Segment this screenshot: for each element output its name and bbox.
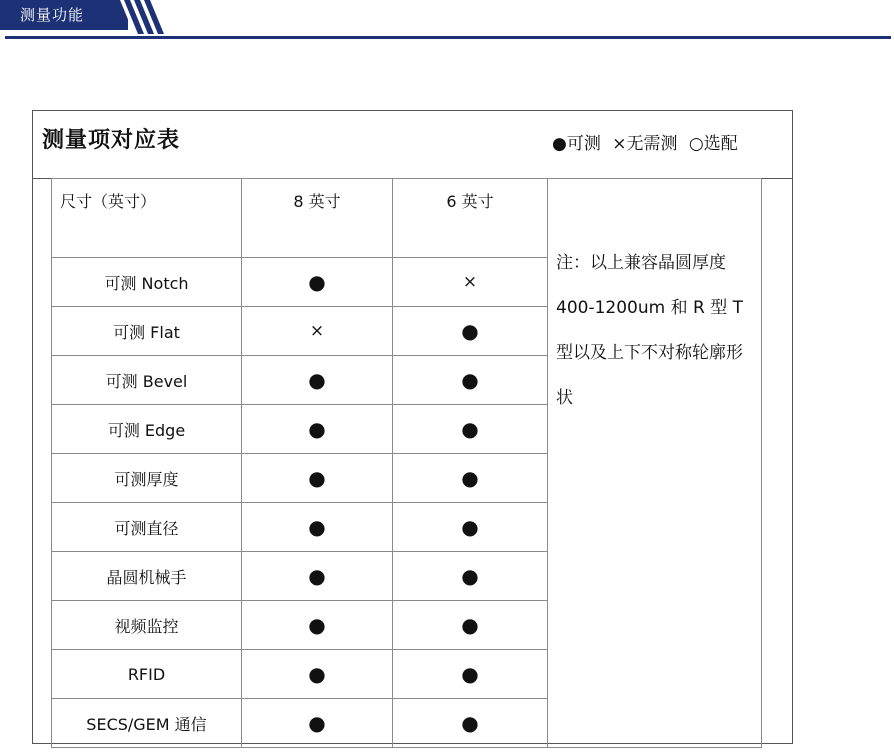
table-header-row — [52, 179, 762, 258]
cell-6in: × — [393, 258, 548, 307]
compatibility-note: 注：以上兼容晶圆厚度 400-1200um 和 R 型 T 型以及上下不对称轮廓形状 — [548, 179, 762, 748]
cell-8in: ● — [242, 356, 393, 405]
cell-6in: ● — [393, 454, 548, 503]
row-item-label: 可测厚度 — [52, 454, 242, 503]
cell-8in: ● — [242, 503, 393, 552]
cell-8in: ● — [242, 699, 393, 748]
cell-8in: ● — [242, 552, 393, 601]
legend-item-not-needed: ×无需测 — [612, 134, 678, 154]
cell-8in: ● — [242, 405, 393, 454]
row-item-label: RFID — [52, 650, 242, 699]
cell-8in: × — [242, 307, 393, 356]
header-rule — [5, 36, 891, 39]
row-item-label: 可测 Notch — [52, 258, 242, 307]
row-item-label: 视频监控 — [52, 601, 242, 650]
row-item-label: 可测 Flat — [52, 307, 242, 356]
cell-6in: ● — [393, 552, 548, 601]
legend-item-measurable: ●可测 — [552, 134, 601, 154]
cell-6in: ● — [393, 356, 548, 405]
row-item-label: SECS/GEM 通信 — [52, 699, 242, 748]
column-header-size: 尺寸（英寸） — [52, 179, 242, 258]
row-item-label: 晶圆机械手 — [52, 552, 242, 601]
cell-8in: ● — [242, 258, 393, 307]
section-tab: 测量功能 — [0, 0, 128, 30]
cell-6in: ● — [393, 601, 548, 650]
column-header-6in: 6 英寸 — [393, 179, 548, 258]
cell-8in: ● — [242, 454, 393, 503]
panel-title: 测量项对应表 — [42, 128, 181, 153]
row-item-label: 可测直径 — [52, 503, 242, 552]
cell-8in: ● — [242, 650, 393, 699]
cell-8in: ● — [242, 601, 393, 650]
row-item-label: 可测 Bevel — [52, 356, 242, 405]
section-header — [0, 0, 894, 44]
measurement-table — [51, 178, 762, 748]
legend-item-optional: ○选配 — [688, 134, 738, 154]
cell-6in: ● — [393, 699, 548, 748]
row-item-label: 可测 Edge — [52, 405, 242, 454]
cell-6in: ● — [393, 405, 548, 454]
stripes-decoration — [120, 0, 170, 34]
cell-6in: ● — [393, 503, 548, 552]
legend — [552, 129, 738, 154]
cell-6in: ● — [393, 307, 548, 356]
cell-6in: ● — [393, 650, 548, 699]
column-header-8in: 8 英寸 — [242, 179, 393, 258]
